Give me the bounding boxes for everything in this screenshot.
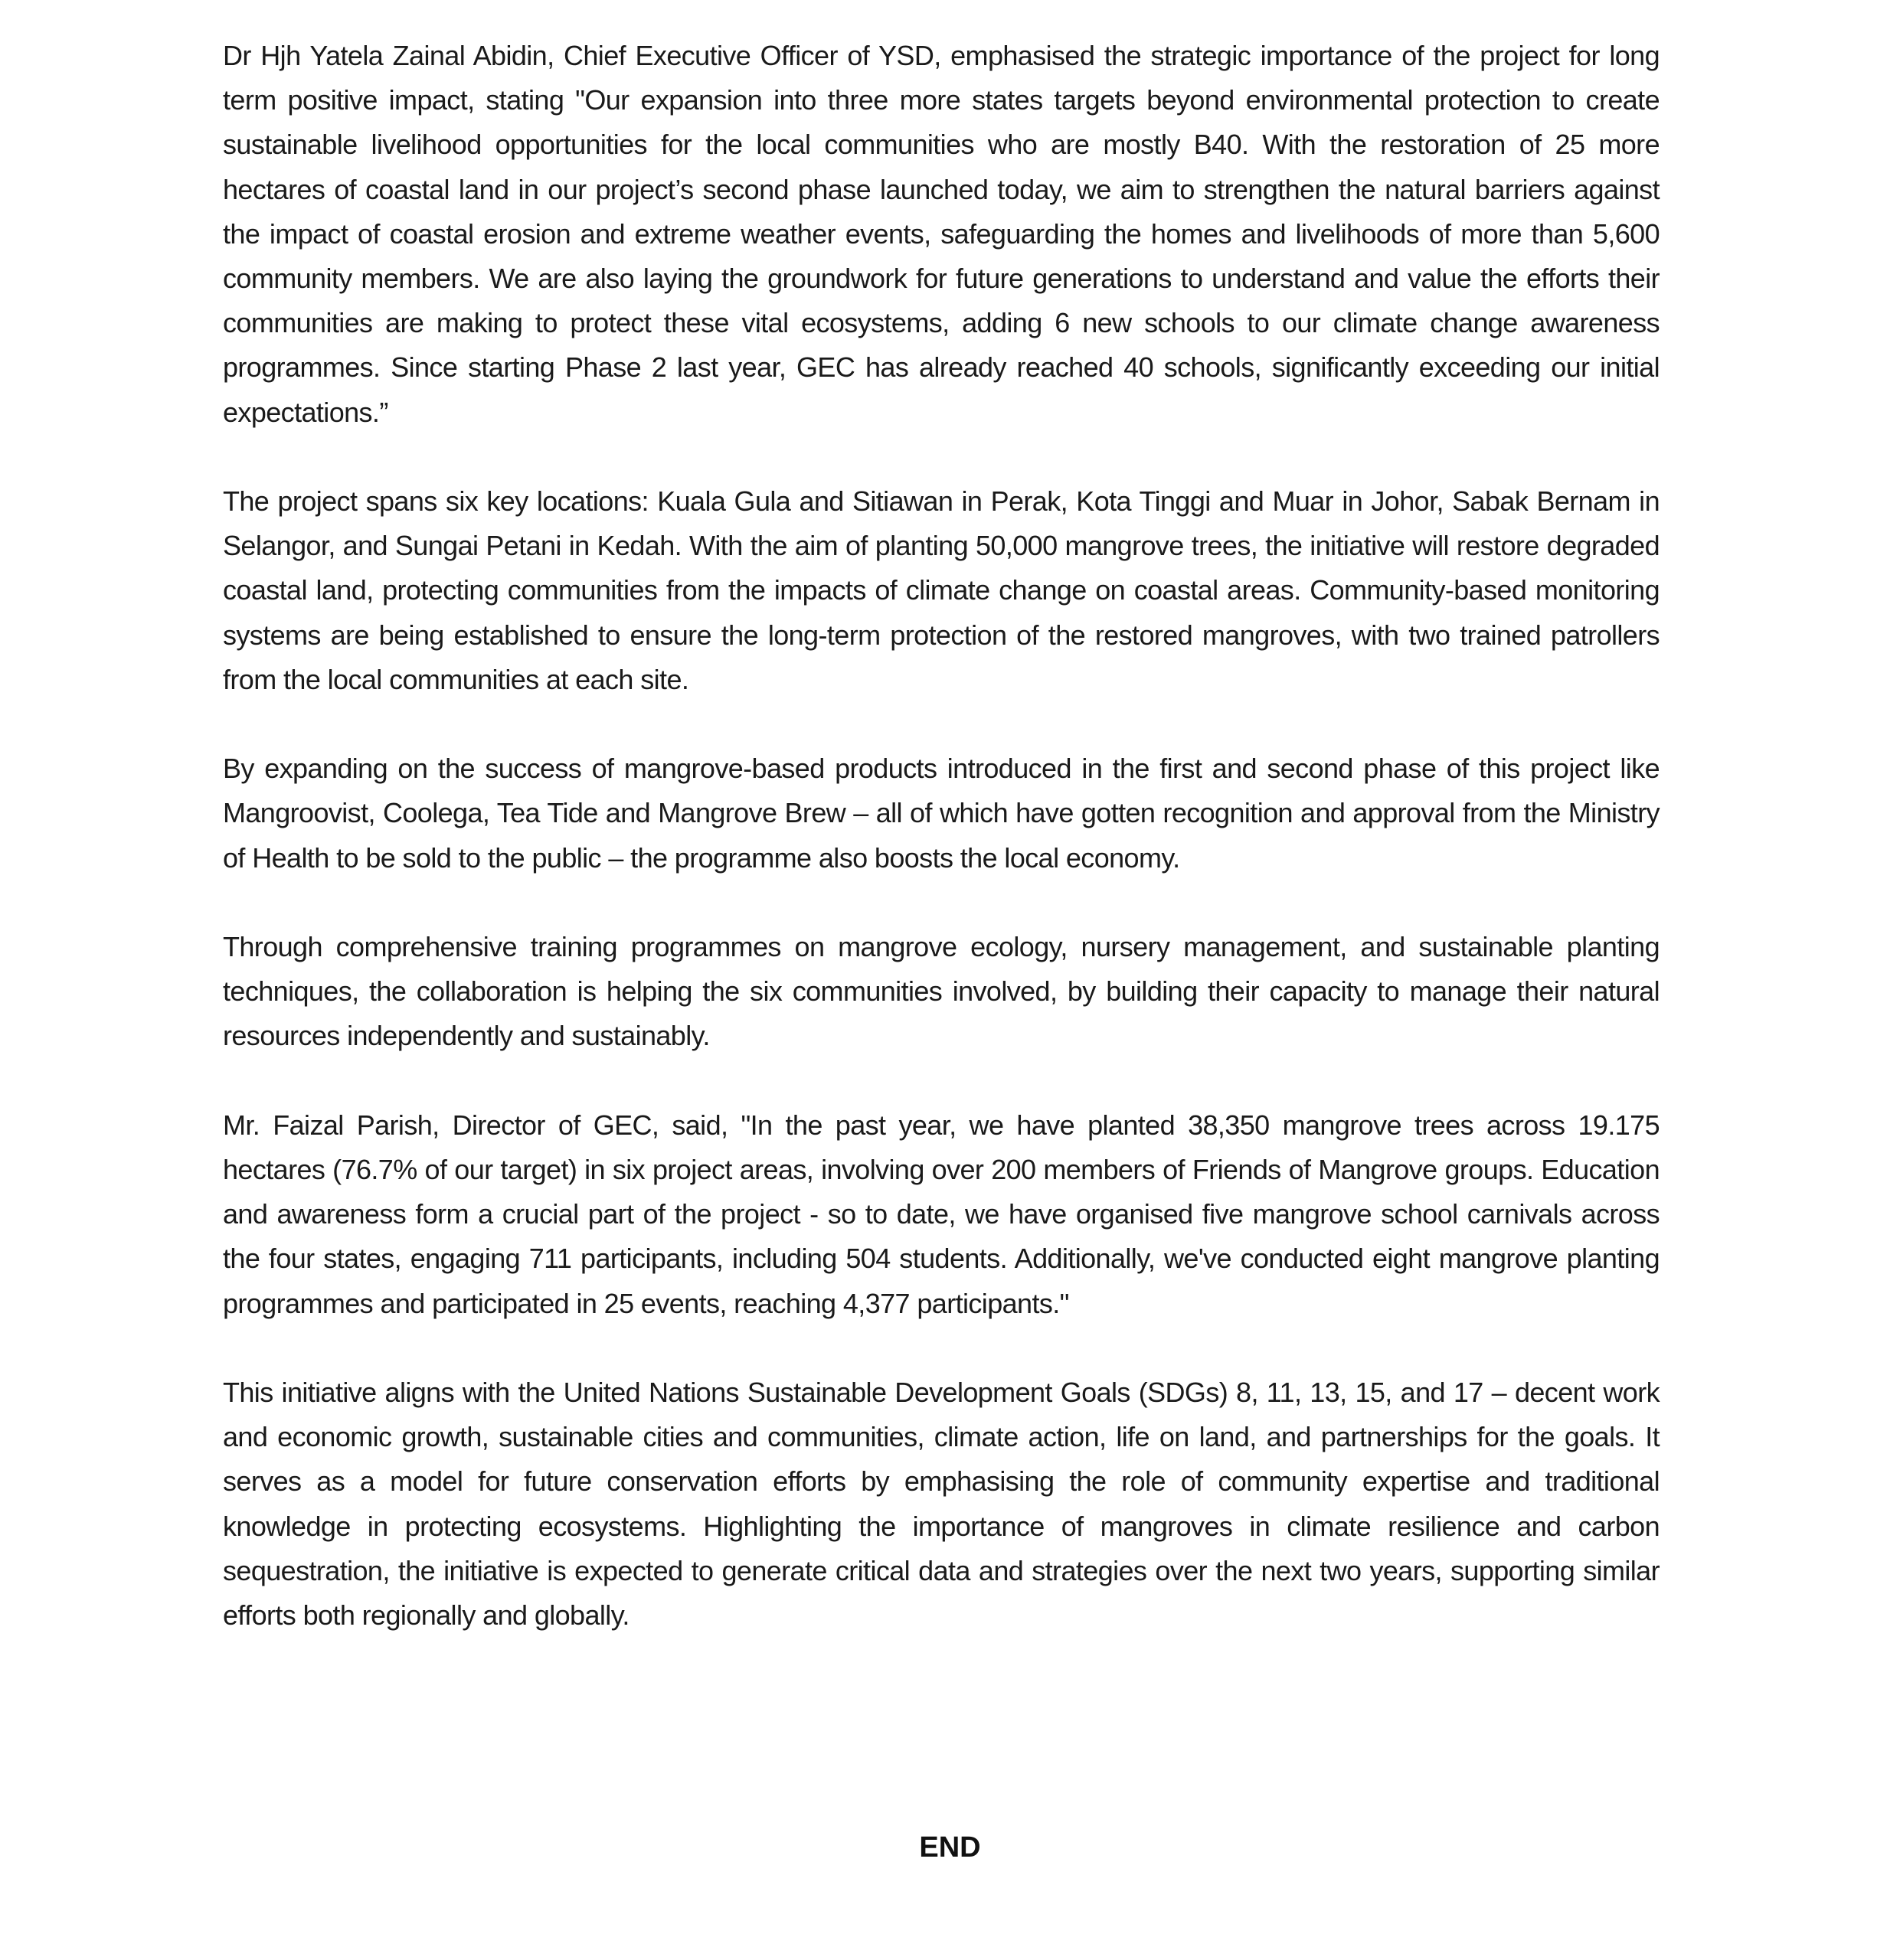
paragraph-sdg-alignment: This initiative aligns with the United Nations Sustainable Development Goals (SDGs) 8, 11, 13, 15, and 17 – decent work and economic growth, sustainable cities and communities, climate action, life on land, and partnerships for the goals. It serves as a model for future conservation efforts by emphasising the role of community expertise and traditional knowledge in protecting ecosystems. Highlighting the importance of mangroves in climate resilience and carbon sequestration, the initiative is expected to generate critical data and strategies over the next two years, supporting similar efforts both regionally and globally.: [223, 1377, 1660, 1632]
paragraph-mangrove-products: By expanding on the success of mangrove-based products introduced in the first and second phase of this project like Mangroovist, Coolega, Tea Tide and Mangrove Brew – all of which have gotten recognition and approval from the Ministry of Health to be sold to the public – the programme also boosts the local economy.: [223, 753, 1660, 874]
end-marker: END: [919, 1831, 981, 1864]
paragraph-ceo-quote: Dr Hjh Yatela Zainal Abidin, Chief Executive Officer of YSD, emphasised the strategic importance of the project for long term positive impact, stating "Our expansion into three more states targets beyond environmental protection to create sustainable livelihood opportunities for the local communities who are mostly B40. With the restoration of 25 more hectares of coastal land in our project’s second phase launched today, we aim to strengthen the natural barriers against the impact of coastal erosion and extreme weather events, safeguarding the homes and livelihoods of more than 5,600 community members. We are also laying the groundwork for future generations to understand and value the efforts their communities are making to protect these vital ecosystems, adding 6 new schools to our climate change awareness programmes. Since starting Phase 2 last year, GEC has already reached 40 schools, significantly exceeding our initial expectations.”: [223, 40, 1660, 428]
paragraph-director-quote: Mr. Faizal Parish, Director of GEC, said, "In the past year, we have planted 38,350 mangrove trees across 19.175 hectares (76.7% of our target) in six project areas, involving over 200 members of Friends of Mangrove groups. Education and awareness form a crucial part of the project - so to date, we have organised five mangrove school carnivals across the four states, engaging 711 participants, including 504 students. Additionally, we've conducted eight mangrove planting programmes and participated in 25 events, reaching 4,377 participants.": [223, 1109, 1660, 1319]
paragraph-project-locations: The project spans six key locations: Kuala Gula and Sitiawan in Perak, Kota Tinggi and Muar in Johor, Sabak Bernam in Selangor, and Sungai Petani in Kedah. With the aim of planting 50,000 mangrove trees, the initiative will restore degraded coastal land, protecting communities from the impacts of climate change on coastal areas. Community-based monitoring systems are being established to ensure the long-term protection of the restored mangroves, with two trained patrollers from the local communities at each site.: [223, 485, 1660, 695]
document-body: [223, 34, 1660, 1682]
paragraph-training-programmes: Through comprehensive training programmes on mangrove ecology, nursery management, and sustainable planting techniques, the collaboration is helping the six communities involved, by building their capacity to manage their natural resources independently and sustainably.: [223, 931, 1660, 1052]
